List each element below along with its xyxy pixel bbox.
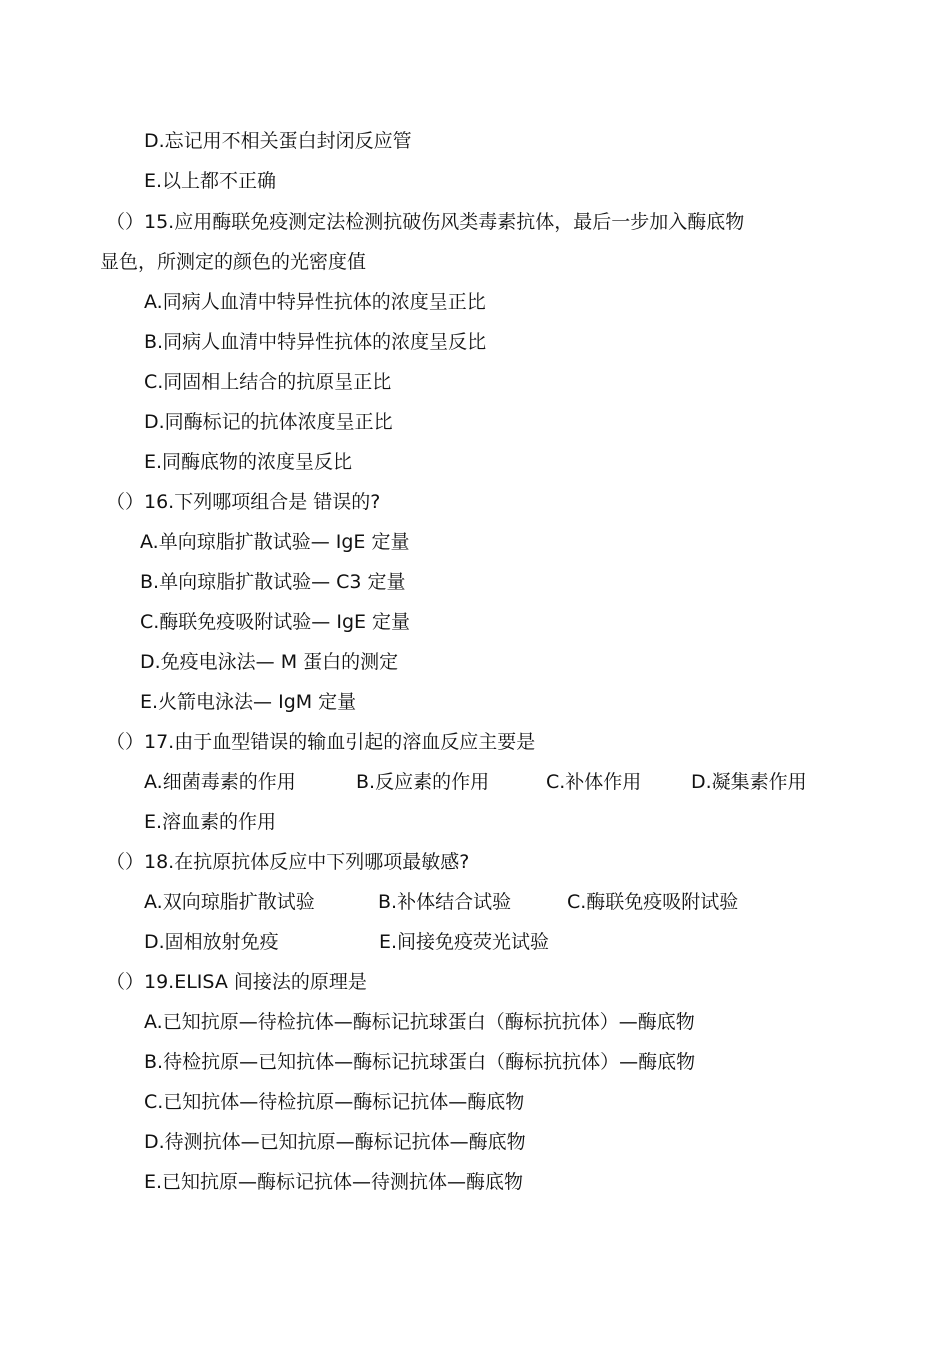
q19-option-e: E.已知抗原—酶标记抗体—待测抗体—酶底物 (144, 1171, 524, 1193)
q16-option-b: B.单向琼脂扩散试验— C3 定量 (140, 571, 406, 593)
q16-option-a: A.单向琼脂扩散试验— IgE 定量 (140, 531, 410, 553)
q14-option-e: E.以上都不正确 (144, 170, 277, 192)
q18-options-row-2 (144, 930, 549, 954)
q18-stem: （）18.在抗原抗体反应中下列哪项最敏感? (106, 851, 470, 873)
q15-option-d: D.同酶标记的抗体浓度呈正比 (144, 411, 393, 433)
q15-option-b: B.同病人血清中特异性抗体的浓度呈反比 (144, 331, 487, 353)
q19-option-c: C.已知抗体—待检抗原—酶标记抗体—酶底物 (144, 1091, 525, 1113)
q18-option-d: D.固相放射免疫 (144, 931, 279, 953)
q15-option-e: E.同酶底物的浓度呈反比 (144, 451, 353, 473)
q19-option-b: B.待检抗原—已知抗体—酶标记抗球蛋白（酶标抗抗体）—酶底物 (144, 1051, 696, 1073)
q17-options-row (144, 770, 807, 794)
q16-option-e: E.火箭电泳法— IgM 定量 (140, 691, 357, 713)
q18-options-row-1 (144, 890, 738, 914)
q19-stem: （）19.ELISA 间接法的原理是 (106, 971, 367, 993)
q15-stem: （）15.应用酶联免疫测定法检测抗破伤风类毒素抗体，最后一步加入酶底物 (106, 211, 745, 233)
q15-option-a: A.同病人血清中特异性抗体的浓度呈正比 (144, 291, 486, 313)
q17-stem: （）17.由于血型错误的输血引起的溶血反应主要是 (106, 731, 536, 753)
q16-stem: （）16.下列哪项组合是 错误的? (106, 491, 381, 513)
q18-option-a: A.双向琼脂扩散试验 (144, 891, 315, 913)
q19-option-d: D.待测抗体—已知抗原—酶标记抗体—酶底物 (144, 1131, 526, 1153)
q17-option-a: A.细菌毒素的作用 (144, 771, 296, 793)
q18-option-c: C.酶联免疫吸附试验 (567, 891, 739, 913)
q17-option-c: C.补体作用 (546, 771, 642, 793)
q16-option-c: C.酶联免疫吸附试验— IgE 定量 (140, 611, 411, 633)
q17-option-b: B.反应素的作用 (356, 771, 490, 793)
q18-option-b: B.补体结合试验 (378, 891, 512, 913)
q15-option-c: C.同固相上结合的抗原呈正比 (144, 371, 392, 393)
q19-option-a: A.已知抗原—待检抗体—酶标记抗球蛋白（酶标抗抗体）—酶底物 (144, 1011, 695, 1033)
q17-option-e: E.溶血素的作用 (144, 811, 277, 833)
q18-option-e: E.间接免疫荧光试验 (379, 931, 550, 953)
q16-option-d: D.免疫电泳法— M 蛋白的测定 (140, 651, 399, 673)
q14-option-d: D.忘记用不相关蛋白封闭反应管 (144, 130, 412, 152)
q15-stem-continued: 显色，所测定的颜色的光密度值 (100, 251, 367, 273)
q17-option-d: D.凝集素作用 (691, 771, 807, 793)
